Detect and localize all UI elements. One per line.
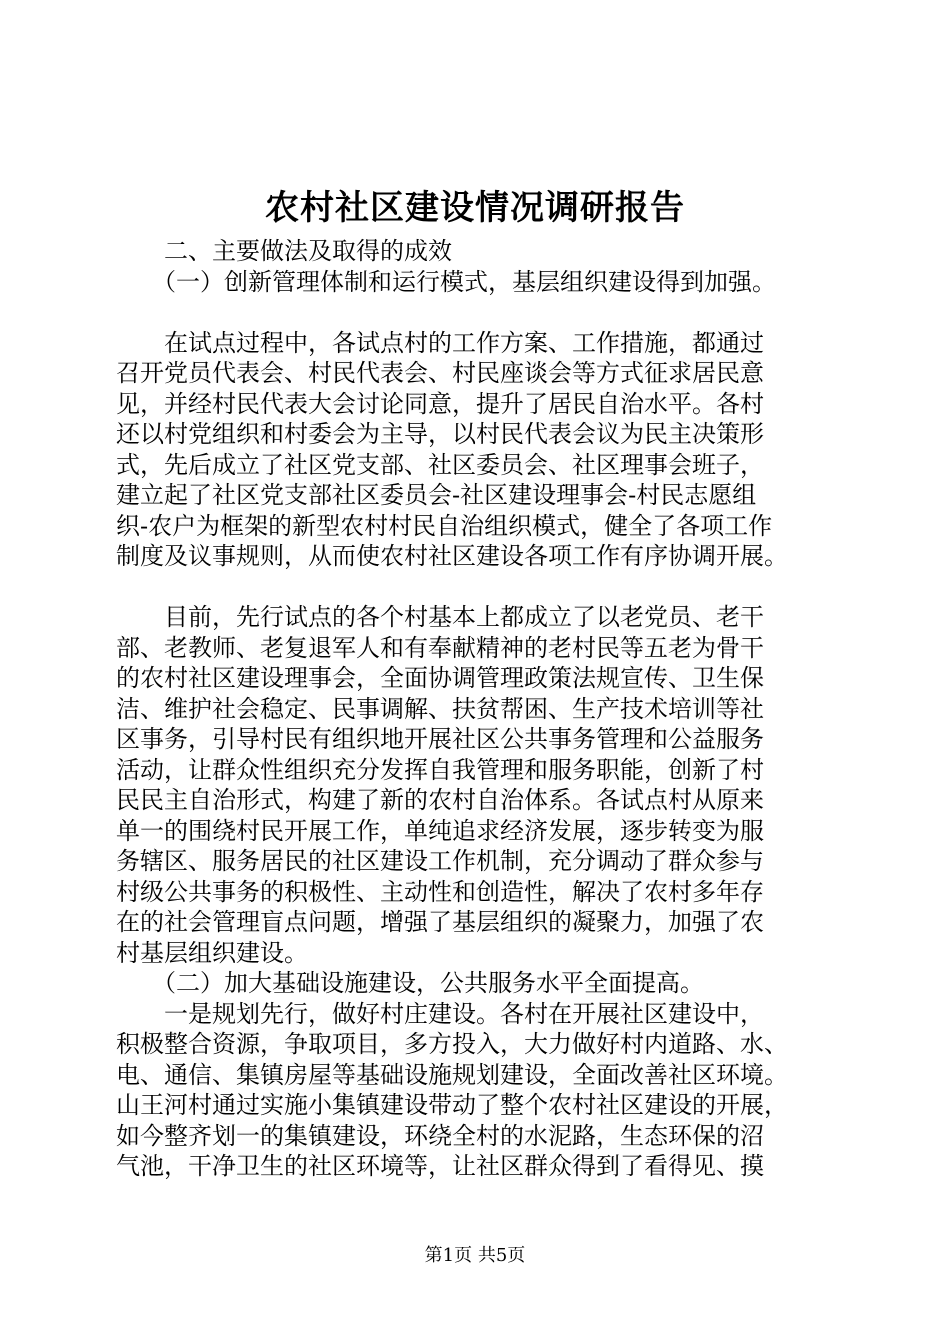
text-line: 在的社会管理盲点问题，增强了基层组织的凝聚力，加强了农 [116,908,764,936]
text-line: 山王河村通过实施小集镇建设带动了整个农村社区建设的开展， [116,1091,788,1119]
text-line: 的农村社区建设理事会，全面协调管理政策法规宣传、卫生保 [116,664,764,692]
text-line: 式，先后成立了社区党支部、社区委员会、社区理事会班子， [116,450,764,479]
text-line: 气池，干净卫生的社区环境等，让社区群众得到了看得见、摸 [116,1152,764,1180]
text-line: 活动，让群众性组织充分发挥自我管理和服务职能，创新了村 [116,755,764,784]
text-line: 织-农户为框架的新型农村村民自治组织模式，健全了各项工作 [116,511,773,540]
text-line: 召开党员代表会、村民代表会、村民座谈会等方式征求居民意 [116,359,764,387]
text-line: （一）创新管理体制和运行模式，基层组织建设得到加强。 [116,267,776,296]
text-line: 在试点过程中，各试点村的工作方案、工作措施，都通过 [116,328,764,357]
paragraph-spacer [116,297,856,328]
text-line: 务辖区、服务居民的社区建设工作机制，充分调动了群众参与 [116,847,764,875]
text-line: （二）加大基础设施建设，公共服务水平全面提高。 [116,969,704,997]
text-line: 二、主要做法及取得的成效 [116,237,452,265]
text-line: 区事务，引导村民有组织地开展社区公共事务管理和公益服务 [116,725,764,753]
text-line: 民民主自治形式，构建了新的农村自治体系。各试点村从原来 [116,786,764,814]
text-line: 制度及议事规则，从而使农村社区建设各项工作有序协调开展。 [116,542,788,570]
text-line: 部、老教师、老复退军人和有奉献精神的老村民等五老为骨干 [116,633,764,662]
document-title: 农村社区建设情况调研报告 [265,188,685,228]
text-line: 建立起了社区党支部社区委员会-社区建设理事会-村民志愿组 [116,481,757,509]
text-line: 单一的围绕村民开展工作，单纯追求经济发展，逐步转变为服 [116,816,764,845]
text-line: 积极整合资源，争取项目，多方投入，大力做好村内道路、水、 [116,1030,788,1058]
text-line: 如今整齐划一的集镇建设，环绕全村的水泥路，生态环保的沼 [116,1121,764,1150]
paragraph-spacer [116,572,856,603]
text-line: 目前，先行试点的各个村基本上都成立了以老党员、老干 [116,603,764,631]
text-line: 见，并经村民代表大会讨论同意，提升了居民自治水平。各村 [116,389,764,418]
text-line: 一是规划先行，做好村庄建设。各村在开展社区建设中， [116,999,764,1028]
text-line: 村级公共事务的积极性、主动性和创造性，解决了农村多年存 [116,877,764,906]
text-line: 村基层组织建设。 [116,938,308,967]
text-line: 电、通信、集镇房屋等基础设施规划建设，全面改善社区环境。 [116,1060,788,1089]
text-line: 洁、维护社会稳定、民事调解、扶贫帮困、生产技术培训等社 [116,694,764,723]
text-line: 还以村党组织和村委会为主导，以村民代表会议为民主决策形 [116,420,764,448]
document-body [116,236,856,1182]
page-footer: 第1页 共5页 [424,1245,526,1266]
